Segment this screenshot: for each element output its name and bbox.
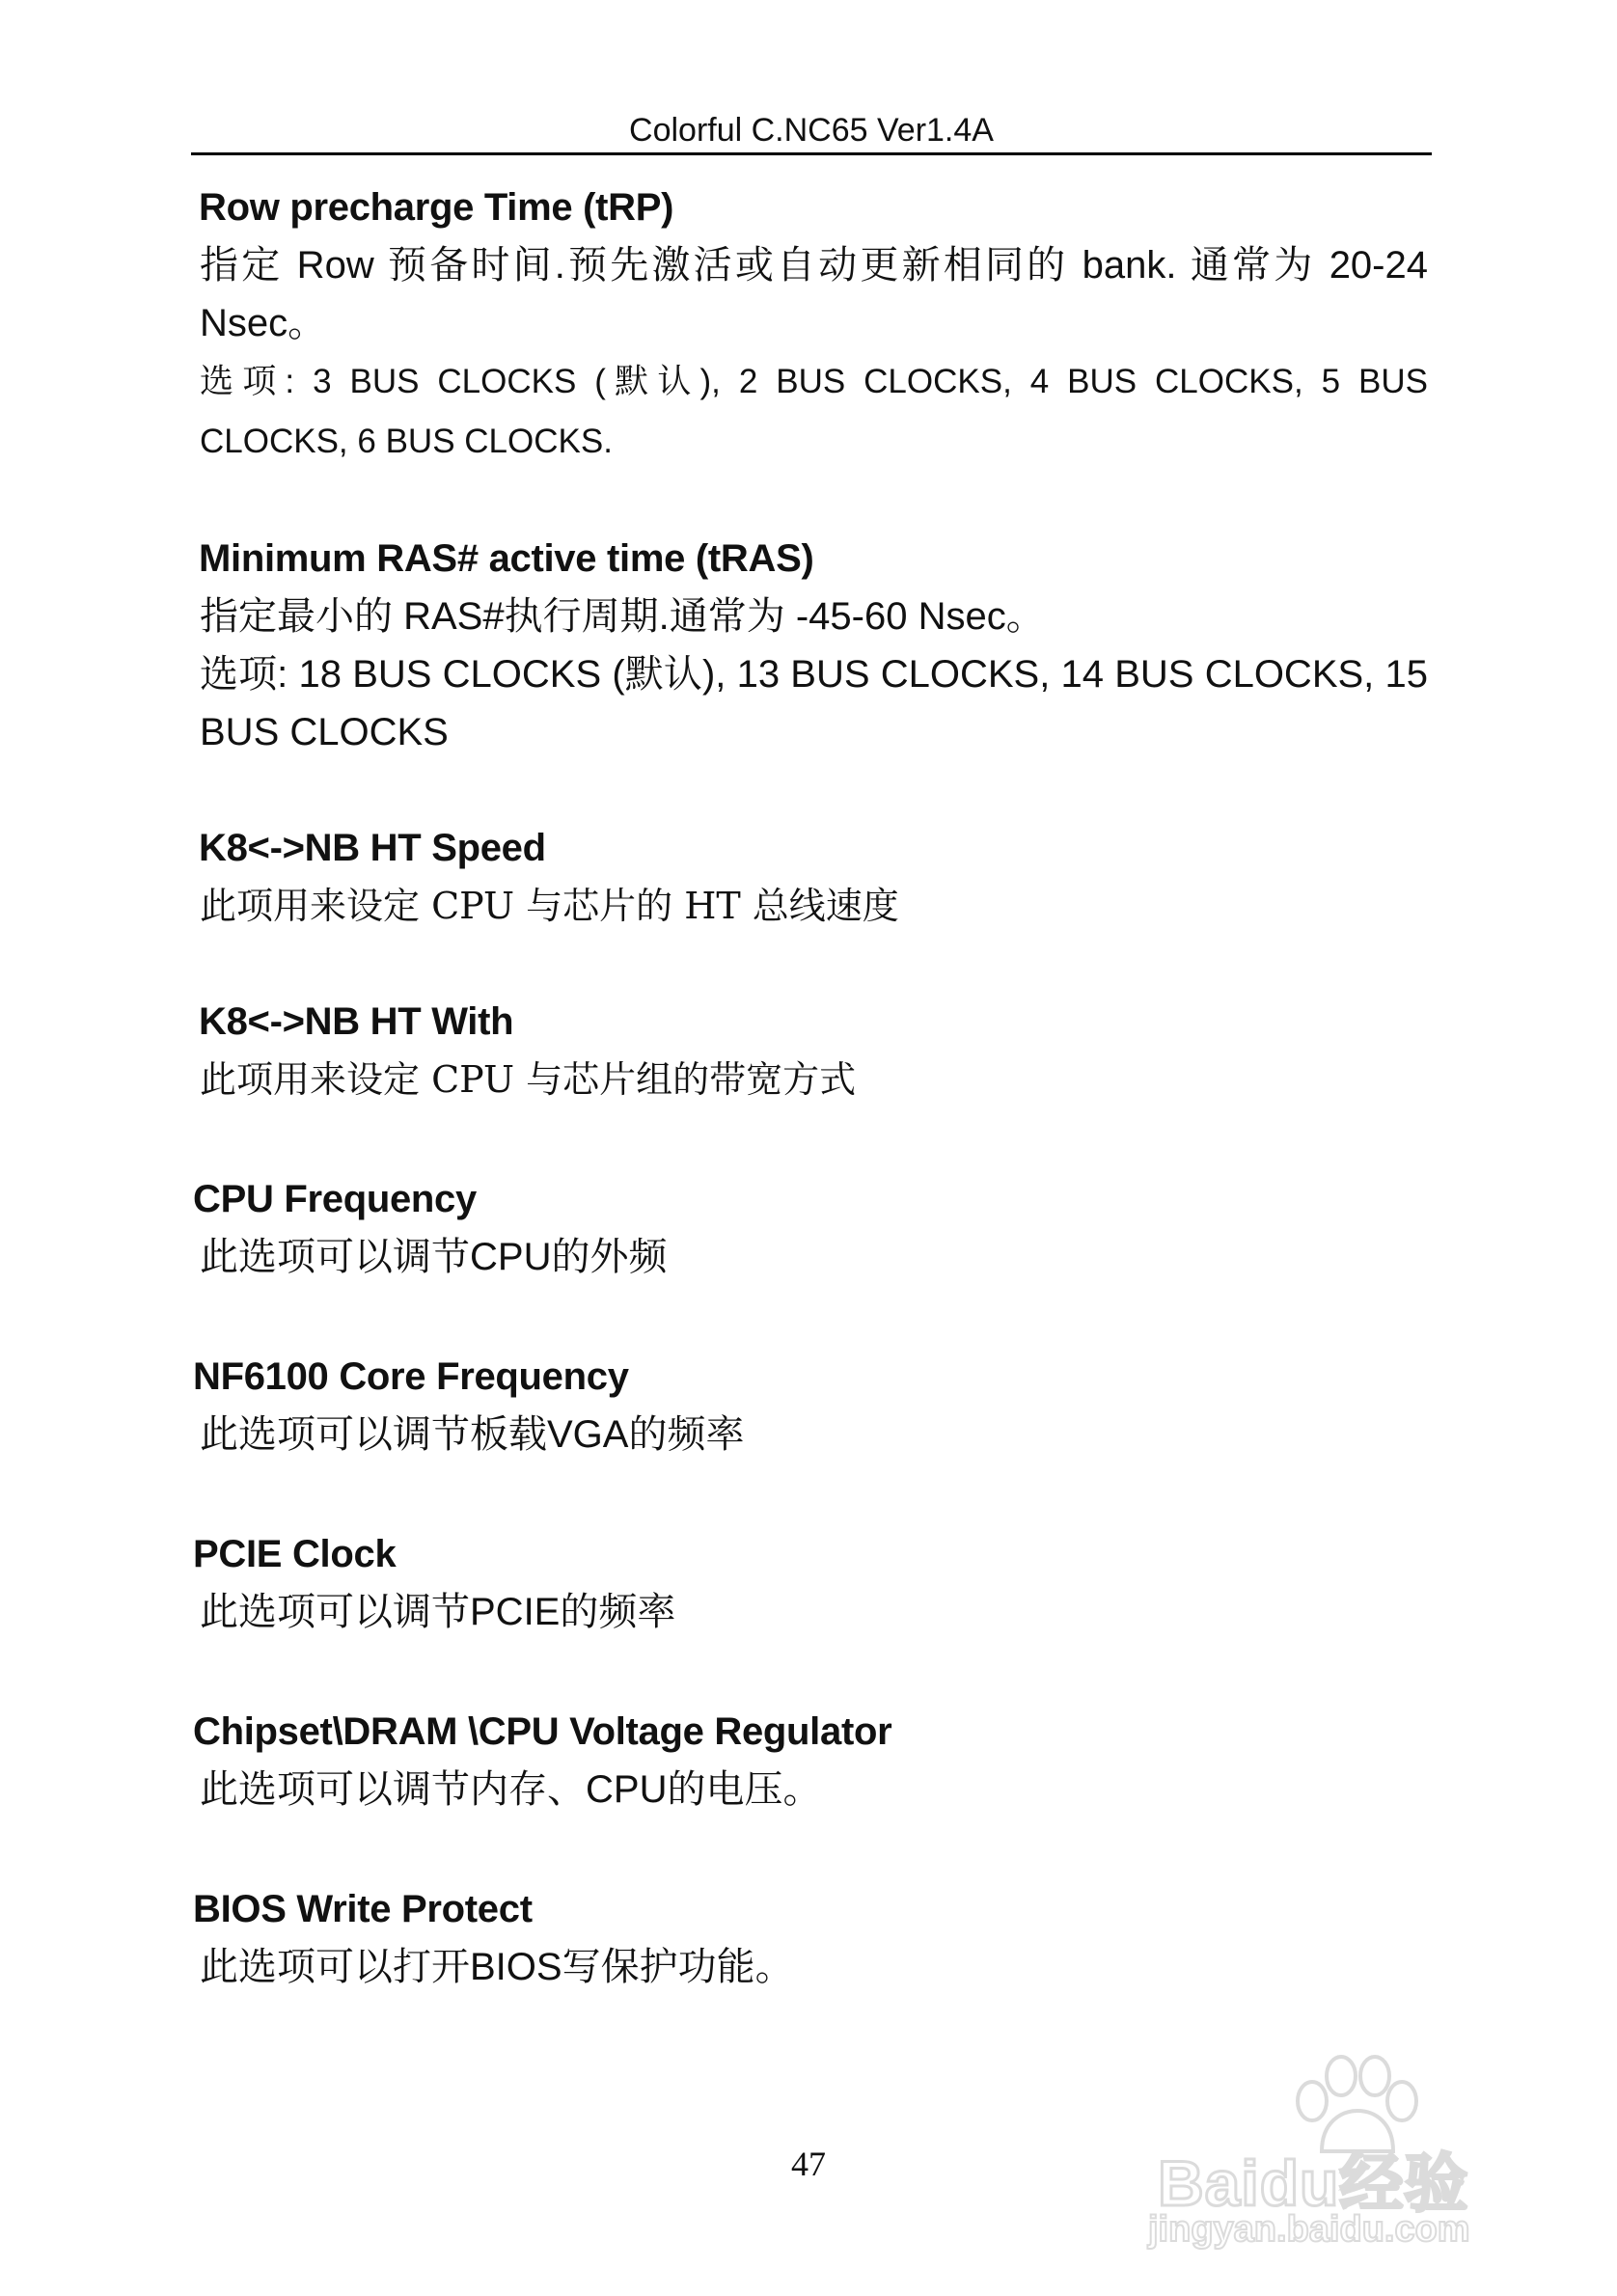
section-description: 此选项可以调节板载VGA的频率 [200, 1413, 745, 1456]
page-number: 47 [791, 2145, 826, 2183]
section-ht-width [193, 993, 1428, 1108]
section-tras [193, 530, 1428, 761]
section-ht-speed [193, 819, 1428, 935]
section-cpu-frequency [187, 1170, 1428, 1286]
header-divider [191, 152, 1432, 155]
section-title: BIOS Write Protect [193, 1888, 533, 1930]
section-options: 选项: 3 BUS CLOCKS (默认), 2 BUS CLOCKS, 4 BUS CLOCKS, 5 BUS CLOCKS, 6 BUS CLOCKS. [200, 363, 1428, 460]
section-description: 此选项可以打开BIOS写保护功能。 [200, 1946, 794, 1988]
watermark-logo: Baidu经验 [1158, 2147, 1469, 2219]
section-title: K8<->NB HT With [199, 1000, 514, 1043]
section-description: 此项用来设定 CPU 与芯片组的带宽方式 [200, 1058, 857, 1101]
section-title: K8<->NB HT Speed [199, 827, 546, 869]
section-description: 此选项可以调节内存、CPU的电压。 [200, 1768, 822, 1811]
section-title: NF6100 Core Frequency [193, 1355, 629, 1398]
section-description: 指定最小的 RAS#执行周期.通常为 -45-60 Nsec。 [200, 595, 1045, 638]
section-bios-write-protect [187, 1880, 1428, 1996]
section-title: Chipset\DRAM \CPU Voltage Regulator [193, 1710, 892, 1753]
section-nf6100-core [187, 1348, 1428, 1463]
section-title: Minimum RAS# active time (tRAS) [199, 537, 814, 580]
watermark-url: jingyan.baidu.com [1148, 2209, 1470, 2250]
section-description: 此项用来设定 CPU 与芯片的 HT 总线速度 [200, 885, 899, 927]
section-options: 选项: 18 BUS CLOCKS (默认), 13 BUS CLOCKS, 14 BUS CLOCKS, 15 BUS CLOCKS [200, 653, 1428, 753]
section-pcie-clock [187, 1525, 1428, 1641]
section-title: Row precharge Time (tRP) [199, 186, 674, 229]
section-trp [193, 178, 1428, 472]
section-title: CPU Frequency [193, 1178, 477, 1220]
section-voltage-regulator [187, 1703, 1428, 1818]
page-header: Colorful C.NC65 Ver1.4A [629, 112, 994, 149]
section-title: PCIE Clock [193, 1533, 397, 1575]
baidu-watermark [1138, 2055, 1544, 2248]
page-content [193, 178, 1428, 2050]
section-description: 指定 Row 预备时间.预先激活或自动更新相同的 bank. 通常为 20-24 Nsec。 [200, 244, 1428, 344]
section-description: 此选项可以调节PCIE的频率 [200, 1591, 676, 1633]
section-description: 此选项可以调节CPU的外频 [200, 1236, 668, 1278]
